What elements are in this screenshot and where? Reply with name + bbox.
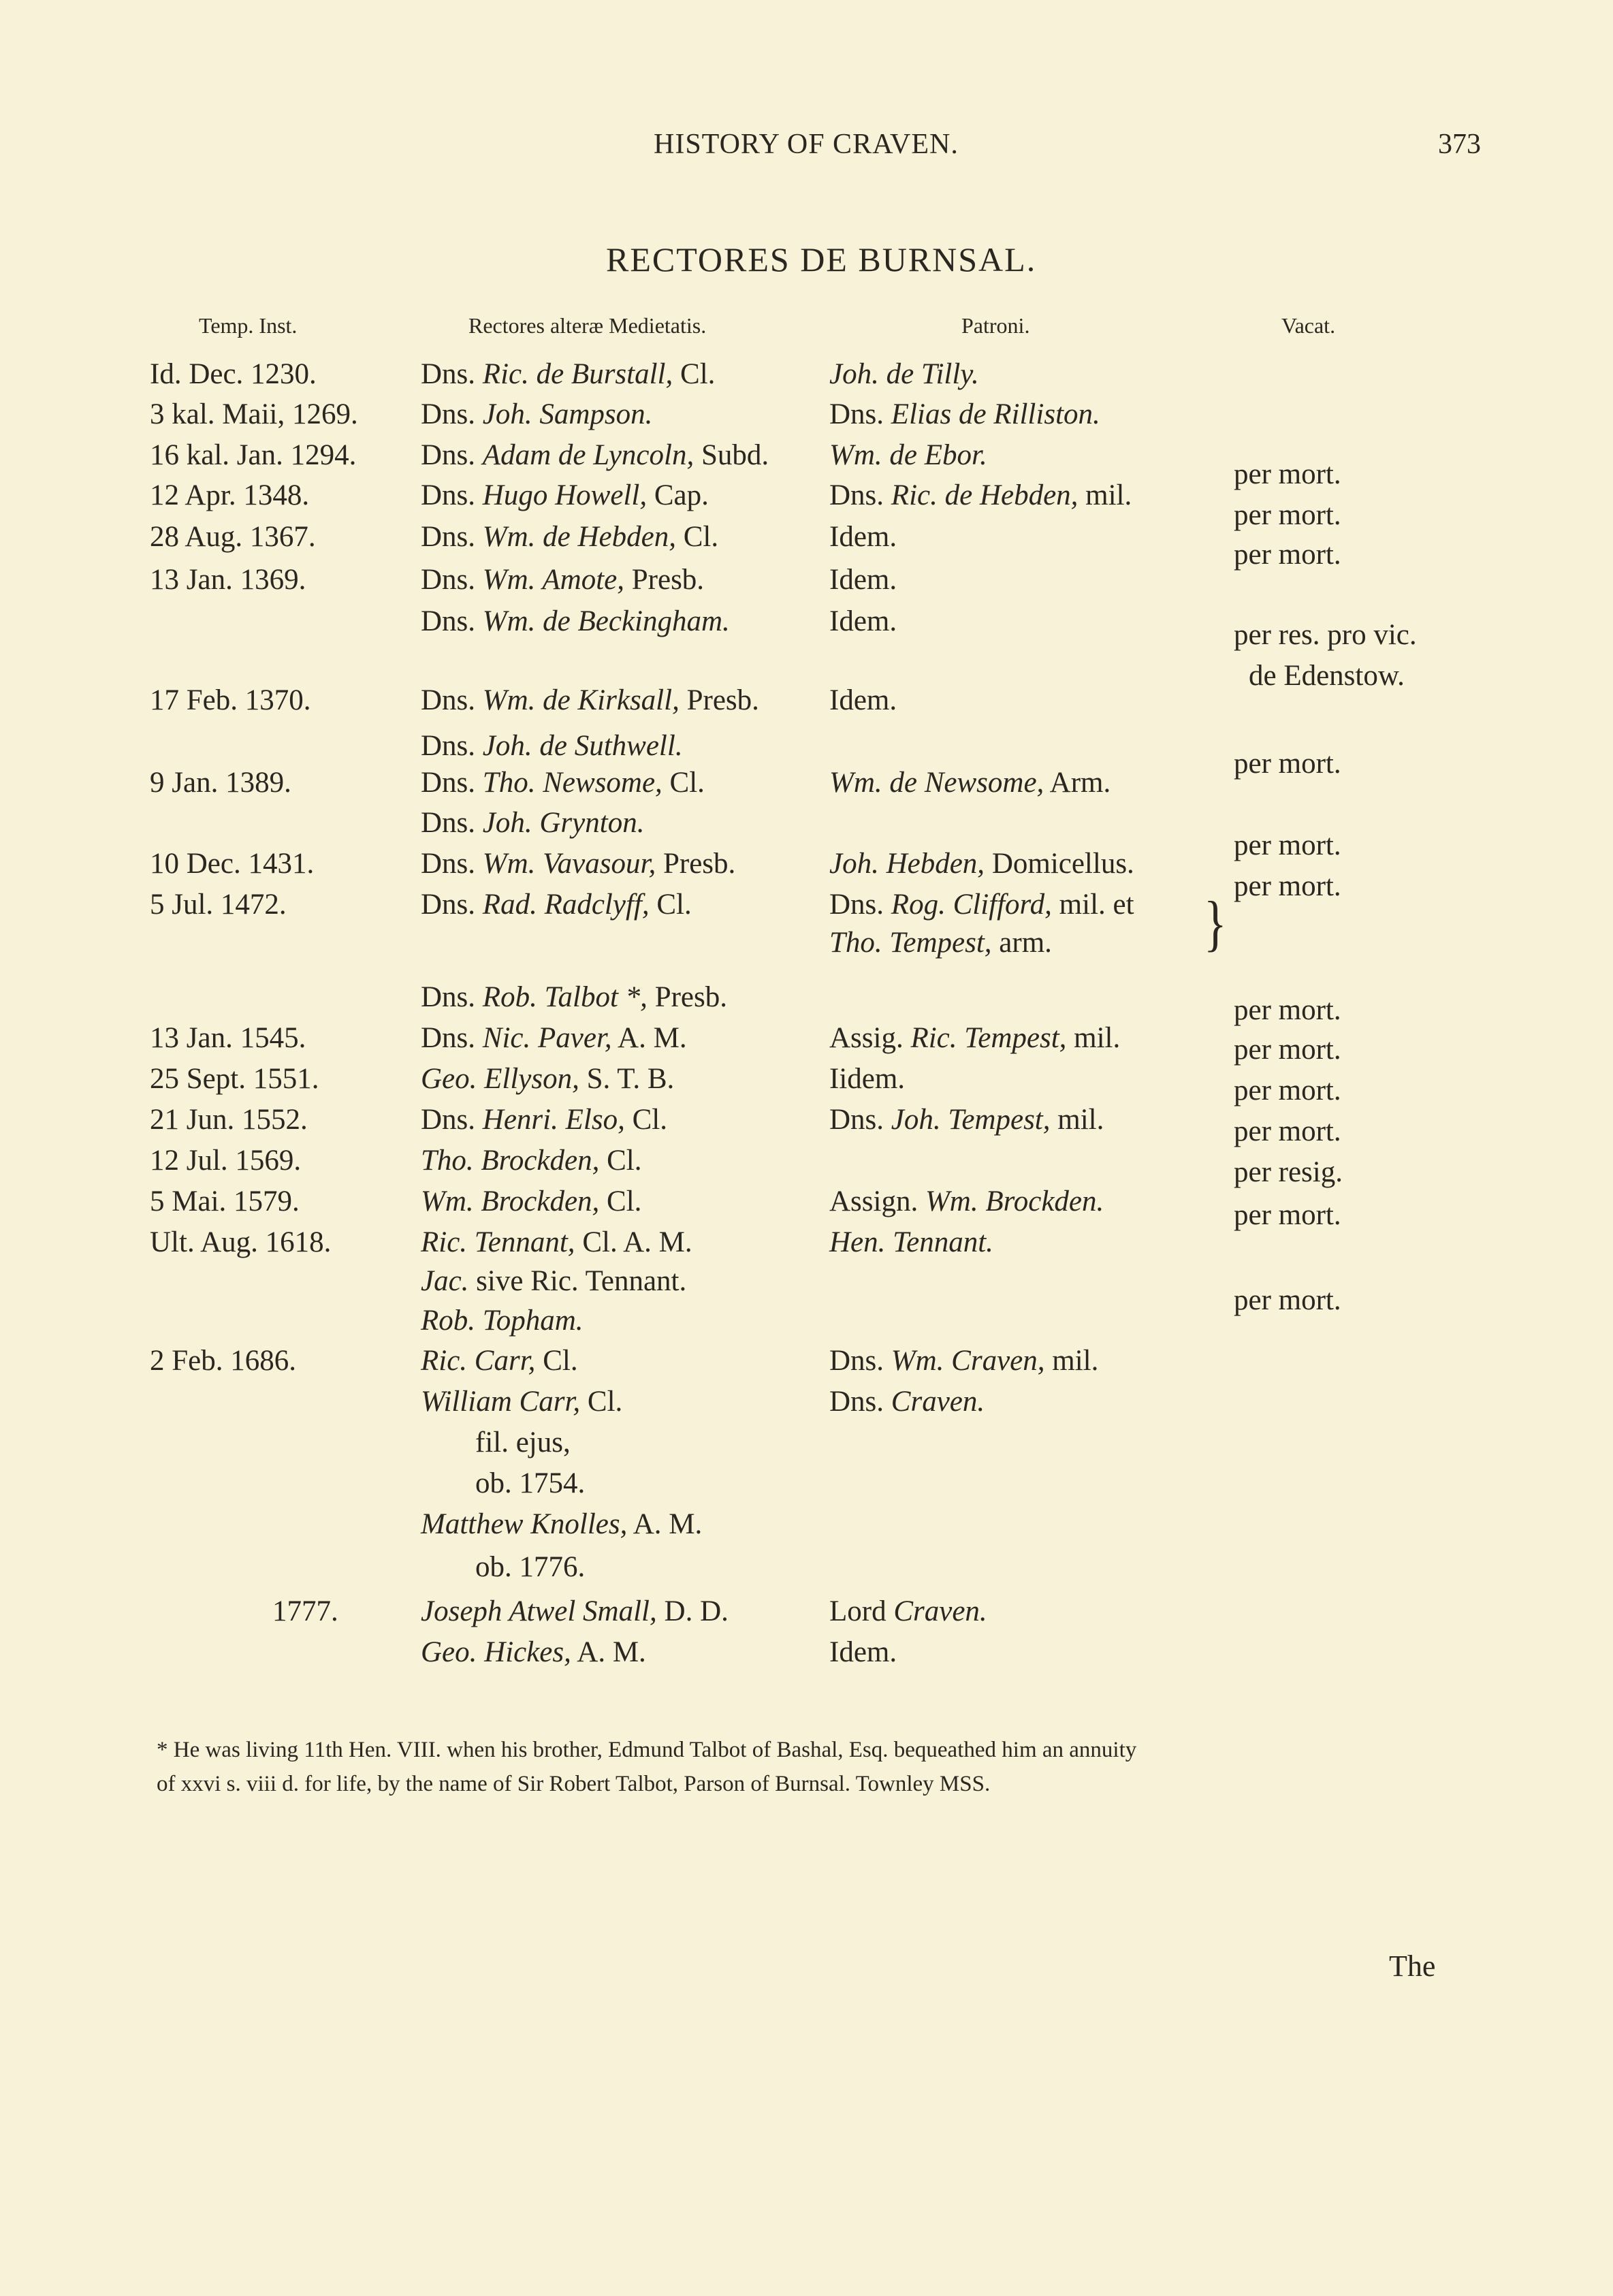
patron-cell (829, 1023, 1120, 1053)
rector-text: Dns. (421, 767, 483, 799)
patron-cell (829, 522, 897, 552)
rector-text: Dns. (421, 605, 483, 637)
patron-text: mil. (1066, 1022, 1121, 1054)
rector-italic: Wm. Brockden, (421, 1185, 600, 1217)
column-header-vacancy: Vacat. (1281, 313, 1336, 338)
rector-cell (475, 1552, 585, 1582)
patron-text: Lord (829, 1595, 894, 1627)
vacancy-cell: per mort. (1234, 1034, 1341, 1066)
rector-italic: Ric. de Burstall, (482, 358, 673, 390)
rector-text: Dns. (421, 730, 483, 762)
patron-text: mil. (1050, 1104, 1104, 1136)
column-header-rector: Rectores alteræ Medietatis. (468, 313, 707, 338)
rector-cell (421, 1306, 584, 1335)
date-cell: 10 Dec. 1431. (150, 848, 315, 880)
rector-italic: Nic. Paver, (482, 1022, 612, 1054)
column-header-patron: Patroni. (961, 313, 1030, 338)
patron-text: Domicellus. (985, 848, 1134, 880)
vacancy-cell: per mort. (1234, 499, 1341, 531)
vacancy-cell: per mort. (1234, 748, 1341, 780)
date-cell: 13 Jan. 1369. (150, 564, 306, 596)
rector-text: Presb. (656, 848, 736, 880)
footnote-line-2: of xxvi s. viii d. for life, by the name of Sir Robert Talbot, Parson of Burnsal. Townley MSS. (157, 1772, 991, 1796)
patron-text: mil. (1044, 1345, 1099, 1377)
patron-cell (829, 1228, 993, 1257)
patron-text: arm. (991, 927, 1052, 959)
date-cell: 28 Aug. 1367. (150, 521, 316, 553)
patron-text: Iidem. (829, 1063, 906, 1095)
rector-italic: Tho. Brockden, (421, 1145, 600, 1177)
rector-text: Cl. (673, 358, 716, 390)
rector-text: Dns. (421, 479, 483, 511)
rector-text: Cl. (580, 1386, 623, 1418)
rector-cell (421, 1064, 674, 1094)
rector-cell (421, 849, 735, 878)
rector-cell (421, 808, 644, 838)
date-cell: 21 Jun. 1552. (150, 1104, 308, 1136)
vacancy-cell: per mort. (1234, 994, 1341, 1026)
rector-text: Subd. (694, 439, 769, 471)
rector-text: S. T. B. (579, 1063, 675, 1095)
patron-italic: Joh. de Tilly. (829, 358, 979, 390)
rector-text: Dns. (421, 439, 483, 471)
rector-text: Dns. (421, 889, 483, 921)
patron-italic: Wm. Brockden. (925, 1185, 1104, 1217)
patron-text: Dns. (829, 889, 891, 921)
patron-italic: Craven. (891, 1386, 985, 1418)
patron-cell (829, 890, 1134, 919)
rector-italic: Rad. Radclyff, (482, 889, 650, 921)
rector-text: Presb. (647, 981, 727, 1013)
rector-text: Cl. A. M. (575, 1226, 692, 1258)
rector-text: Dns. (421, 521, 483, 553)
rector-cell (421, 768, 705, 797)
rector-italic: Joh. Grynton. (482, 807, 645, 839)
rector-cell (421, 1346, 578, 1375)
vacancy-cell: per mort. (1234, 829, 1341, 861)
rector-text: D. D. (656, 1595, 729, 1627)
rector-italic: Adam de Lyncoln, (482, 439, 694, 471)
rector-text: Cl. (675, 521, 719, 553)
patron-cell (829, 686, 897, 715)
rector-text: Presb. (624, 564, 705, 596)
rector-cell (421, 1228, 692, 1257)
rector-text: Cl. (624, 1104, 667, 1136)
rector-italic: Wm. Vavasour, (482, 848, 656, 880)
rector-cell (421, 1510, 702, 1539)
rector-cell (421, 1266, 686, 1296)
rector-italic: Ric. Tennant, (421, 1226, 575, 1258)
rector-italic: Jac. (421, 1265, 469, 1297)
vacancy-cell: per mort. (1234, 1074, 1341, 1106)
patron-cell (829, 1597, 987, 1626)
vacancy-cell: per res. pro vic. (1234, 619, 1417, 651)
patron-cell (829, 481, 1132, 510)
rector-text: Cl. (662, 767, 705, 799)
rector-text: Cl. (599, 1145, 642, 1177)
patron-cell (829, 360, 979, 389)
rector-cell (421, 890, 692, 919)
patron-italic: Joh. Hebden, (829, 848, 985, 880)
brace: } (1204, 890, 1227, 959)
rector-text: A. M. (611, 1022, 687, 1054)
patron-italic: Craven. (893, 1595, 987, 1627)
table-title: RECTORES DE BURNSAL. (606, 240, 1037, 278)
patron-text: Dns. (829, 1386, 891, 1418)
rector-italic: Joh. de Suthwell. (482, 730, 683, 762)
rector-cell (421, 731, 683, 761)
patron-text: Dns. (829, 1345, 891, 1377)
rector-italic: Rob. Topham. (421, 1305, 584, 1337)
rector-text: ob. 1776. (475, 1551, 586, 1583)
vacancy-cell: per mort. (1234, 1115, 1341, 1147)
patron-text: Idem. (829, 684, 897, 716)
patron-text: mil. (1078, 479, 1132, 511)
rector-cell (421, 1187, 641, 1216)
rector-text: Cap. (647, 479, 709, 511)
rector-italic: Rob. Talbot *, (482, 981, 648, 1013)
rector-cell (421, 983, 727, 1012)
patron-cell (829, 928, 1052, 957)
patron-italic: Hen. Tennant. (829, 1226, 993, 1258)
rector-italic: Geo. Ellyson, (421, 1063, 579, 1095)
patron-text: Dns. (829, 479, 891, 511)
rector-cell (421, 1638, 646, 1667)
patron-italic: Ric. Tempest, (910, 1022, 1067, 1054)
rector-text: ob. 1754. (475, 1467, 586, 1499)
date-cell: 13 Jan. 1545. (150, 1022, 306, 1054)
date-cell: 12 Jul. 1569. (150, 1145, 302, 1177)
rector-cell (421, 565, 704, 594)
date-cell: 25 Sept. 1551. (150, 1063, 319, 1095)
patron-cell (829, 849, 1134, 878)
vacancy-cell: per mort. (1234, 539, 1341, 571)
date-cell: 16 kal. Jan. 1294. (150, 439, 357, 471)
running-head: HISTORY OF CRAVEN. (654, 129, 959, 160)
patron-cell (829, 1346, 1098, 1375)
date-cell: 2 Feb. 1686. (150, 1345, 296, 1377)
patron-cell (829, 441, 987, 470)
patron-text: Idem. (829, 605, 897, 637)
rector-italic: Ric. Carr, (421, 1345, 536, 1377)
patron-text: Dns. (829, 1104, 891, 1136)
patron-cell (829, 1638, 897, 1667)
date-cell: 5 Mai. 1579. (150, 1185, 300, 1217)
rector-text: Dns. (421, 398, 483, 430)
patron-text: Idem. (829, 564, 897, 596)
rector-cell (421, 441, 769, 470)
patron-italic: Ric. de Hebden, (891, 479, 1079, 511)
patron-cell (829, 1105, 1104, 1134)
vacancy-cell: per mort. (1234, 1199, 1341, 1231)
rector-text: Presb. (679, 684, 759, 716)
date-cell: 9 Jan. 1389. (150, 767, 291, 799)
rector-italic: William Carr, (421, 1386, 581, 1418)
date-cell: 12 Apr. 1348. (150, 479, 310, 511)
rector-text: Dns. (421, 564, 483, 596)
rector-text: Dns. (421, 1022, 483, 1054)
patron-cell (829, 1187, 1104, 1216)
rector-italic: Joh. Sampson. (482, 398, 653, 430)
patron-italic: Tho. Tempest, (829, 927, 992, 959)
rector-cell (421, 481, 709, 510)
rector-text: Dns. (421, 1104, 483, 1136)
patron-cell (829, 1387, 985, 1416)
patron-italic: Elias de Rilliston. (891, 398, 1100, 430)
rector-italic: Wm. de Hebden, (482, 521, 676, 553)
rector-text: Dns. (421, 807, 483, 839)
patron-text: mil. et (1051, 889, 1134, 921)
patron-text: Arm. (1044, 767, 1111, 799)
patron-cell (829, 400, 1100, 429)
rector-text: fil. ejus, (475, 1426, 571, 1458)
rector-cell (421, 1105, 667, 1134)
rector-text: Cl. (649, 889, 692, 921)
rector-italic: Joseph Atwel Small, (421, 1595, 657, 1627)
vacancy-cell: per mort. (1234, 458, 1341, 490)
rector-text: Dns. (421, 358, 483, 390)
rector-italic: Matthew Knolles, (421, 1508, 628, 1540)
patron-italic: Joh. Tempest, (891, 1104, 1051, 1136)
date-cell: 1777. (272, 1595, 338, 1627)
patron-cell (829, 607, 897, 636)
patron-text: Idem. (829, 1636, 897, 1668)
rector-italic: Wm. Amote, (482, 564, 624, 596)
patron-italic: Wm. Craven, (891, 1345, 1045, 1377)
rector-text: Cl. (535, 1345, 578, 1377)
rector-cell (421, 607, 730, 636)
rector-text: Dns. (421, 848, 483, 880)
date-cell: 17 Feb. 1370. (150, 684, 311, 716)
rector-italic: Hugo Howell, (482, 479, 648, 511)
vacancy-cell: per mort. (1234, 870, 1341, 902)
rector-cell (421, 1597, 729, 1626)
patron-text: Assig. (829, 1022, 911, 1054)
patron-cell (829, 768, 1111, 797)
rector-text: sive Ric. Tennant. (468, 1265, 687, 1297)
patron-italic: Wm. de Ebor. (829, 439, 987, 471)
rector-cell (421, 360, 715, 389)
footnote-line-1: * He was living 11th Hen. VIII. when his brother, Edmund Talbot of Bashal, Esq. bequeathed him an annuity (157, 1738, 1137, 1762)
vacancy-cell: per resig. (1234, 1156, 1343, 1188)
rector-text: Dns. (421, 684, 483, 716)
vacancy-cell: per mort. (1234, 1284, 1341, 1316)
patron-cell (829, 565, 897, 594)
rector-cell (475, 1428, 571, 1457)
patron-text: Idem. (829, 521, 897, 553)
patron-cell (829, 1064, 905, 1094)
date-cell: 5 Jul. 1472. (150, 889, 287, 921)
rector-cell (421, 1387, 622, 1416)
rector-italic: Wm. de Beckingham. (482, 605, 730, 637)
patron-italic: Wm. de Newsome, (829, 767, 1044, 799)
rector-cell (475, 1469, 585, 1498)
rector-italic: Geo. Hickes, (421, 1636, 571, 1668)
date-cell: Id. Dec. 1230. (150, 358, 317, 390)
rector-cell (421, 522, 718, 552)
patron-text: Dns. (829, 398, 891, 430)
rector-text: A. M. (571, 1636, 646, 1668)
rector-text: A. M. (627, 1508, 703, 1540)
column-header-date: Temp. Inst. (199, 313, 298, 338)
rector-cell (421, 1023, 687, 1053)
date-cell: Ult. Aug. 1618. (150, 1226, 332, 1258)
vacancy-cell: de Edenstow. (1249, 660, 1405, 692)
rector-cell (421, 1146, 641, 1175)
rector-text: Cl. (599, 1185, 642, 1217)
rector-italic: Wm. de Kirksall, (482, 684, 680, 716)
patron-text: Assign. (829, 1185, 925, 1217)
patron-italic: Rog. Clifford, (891, 889, 1052, 921)
rector-cell (421, 686, 759, 715)
catchword: The (1389, 1949, 1436, 1983)
rector-italic: Tho. Newsome, (482, 767, 662, 799)
rector-italic: Henri. Elso, (482, 1104, 625, 1136)
date-cell: 3 kal. Maii, 1269. (150, 398, 358, 430)
page-number: 373 (1438, 129, 1481, 160)
rector-cell (421, 400, 652, 429)
rector-text: Dns. (421, 981, 483, 1013)
